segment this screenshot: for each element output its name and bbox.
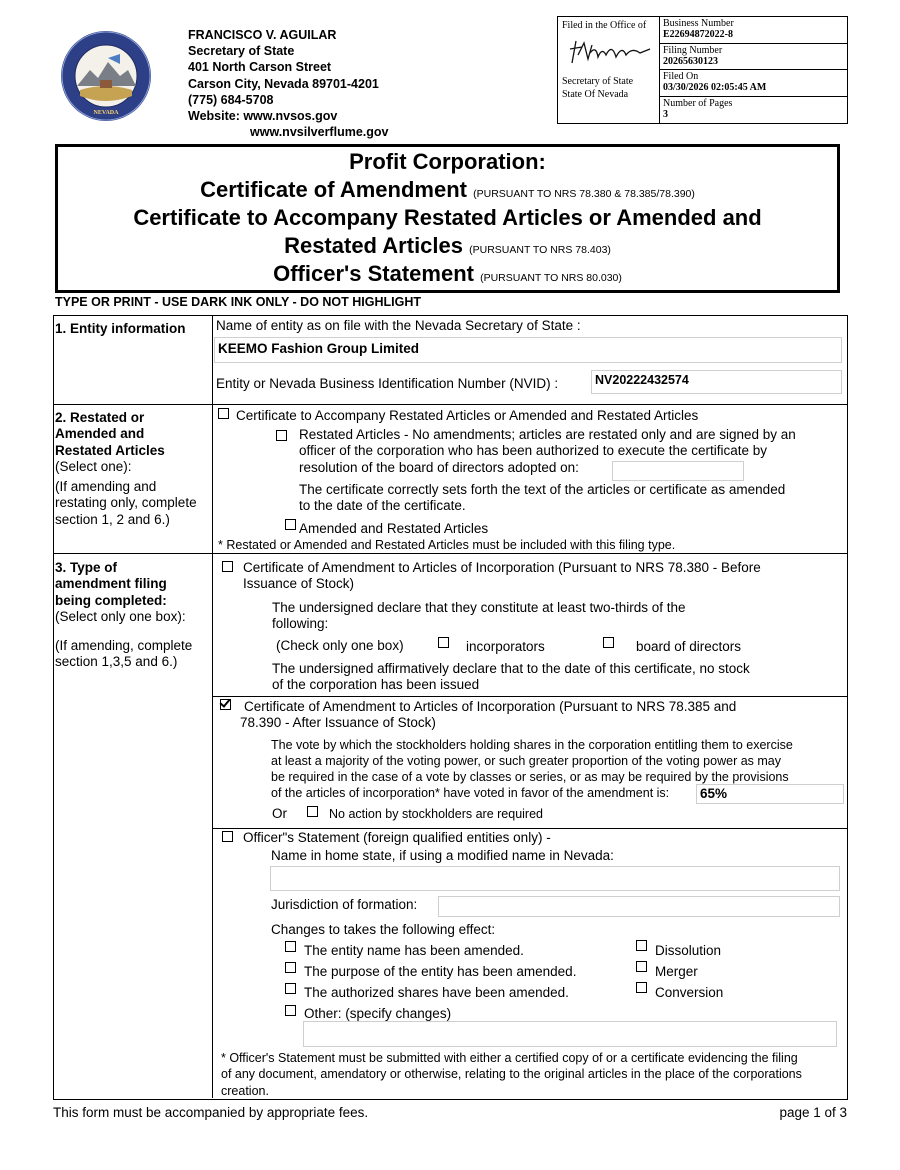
- officer-statement-label: Officer"s Statement (foreign qualified entities only) -: [243, 830, 551, 845]
- title-line-3: Certificate to Accompany Restated Articles or Amended and: [133, 205, 762, 230]
- two-thirds-declaration: The undersigned declare that they constitute at least two-thirds of the following:: [272, 600, 686, 632]
- nevada-state-seal: [60, 30, 152, 122]
- before-issuance-text: Certificate of Amendment to Articles of Incorporation (Pursuant to NRS 78.380 - Before Issuance of Stock): [243, 560, 761, 592]
- restated-certificate-label: Certificate to Accompany Restated Articles or Amended and Restated Articles: [236, 408, 699, 423]
- amended-restated-checkbox[interactable]: [285, 519, 296, 530]
- incorporators-label: incorporators: [466, 639, 545, 654]
- svg-text:NEVADA: NEVADA: [93, 110, 119, 116]
- board-of-directors-checkbox[interactable]: [603, 637, 614, 648]
- secretary-name: FRANCISCO V. AGUILAR: [188, 28, 337, 42]
- merger-label: Merger: [655, 964, 698, 979]
- form-title-block: [55, 144, 840, 293]
- before-issuance-checkbox[interactable]: [222, 561, 233, 572]
- filing-office-cell: [558, 17, 660, 123]
- section1-label: 1. Entity information: [55, 321, 186, 336]
- section2-label: 2. Restated or Amended and Restated Articles (Select one): (If amending and restating only, complete section 1, 2 and 6.): [55, 410, 197, 527]
- title-line-1: Profit Corporation:: [349, 149, 546, 174]
- column-divider: [212, 316, 213, 1098]
- entity-name-value: KEEMO Fashion Group Limited: [218, 341, 420, 356]
- title-line-5: Officer's Statement (PURSUANT TO NRS 80.030): [273, 261, 622, 286]
- dissolution-label: Dissolution: [655, 943, 722, 958]
- no-action-label: No action by stockholders are required: [329, 807, 544, 821]
- purpose-amended-label: The purpose of the entity has been amended.: [304, 964, 577, 979]
- entity-name-label: Name of entity as on file with the Nevada Secretary of State :: [216, 318, 581, 333]
- restated-certificate-checkbox[interactable]: [218, 408, 229, 419]
- amended-restated-label: Amended and Restated Articles: [299, 521, 489, 536]
- other-changes-label: Other: (specify changes): [304, 1006, 452, 1021]
- other-changes-checkbox[interactable]: [285, 1005, 296, 1016]
- business-number-cell: Business Number E22694872022-8: [660, 17, 847, 44]
- section3-label: 3. Type of amendment filing being completed: (Select only one box): (If amending, complete section 1,3,5 and 6.): [55, 560, 193, 670]
- shares-amended-label: The authorized shares have been amended.: [304, 985, 569, 1000]
- resolution-date-field[interactable]: [612, 461, 744, 481]
- fees-notice: This form must be accompanied by appropriate fees.: [53, 1105, 369, 1120]
- phone-number: (775) 684-5708: [188, 92, 274, 107]
- conversion-checkbox[interactable]: [636, 982, 647, 993]
- entity-name-amended-checkbox[interactable]: [285, 941, 296, 952]
- nvid-field[interactable]: [591, 370, 842, 394]
- section2-note: * Restated or Amended and Restated Articles must be included with this filing type.: [218, 538, 676, 552]
- conversion-label: Conversion: [655, 985, 724, 1000]
- subsection-divider-2: [212, 828, 847, 829]
- home-state-name-field[interactable]: [270, 866, 840, 891]
- title-line-2: Certificate of Amendment (PURSUANT TO NRS 78.380 & 78.385/78.390): [200, 177, 695, 202]
- subsection-divider-1: [212, 696, 847, 697]
- filed-in-office-label: Filed in the Office of: [562, 20, 647, 31]
- secretary-title: Secretary of State: [188, 44, 295, 59]
- page-number: page 1 of 3: [779, 1105, 847, 1120]
- purpose-amended-checkbox[interactable]: [285, 962, 296, 973]
- jurisdiction-field[interactable]: [438, 896, 840, 917]
- filed-on-cell: Filed On 03/30/2026 02:05:45 AM: [660, 70, 847, 97]
- entity-name-field[interactable]: [214, 337, 842, 363]
- issuer-header: [188, 27, 388, 140]
- address-line-1: 401 North Carson Street: [188, 60, 332, 75]
- filing-stamp-box: [557, 16, 848, 124]
- restated-articles-checkbox[interactable]: [276, 430, 287, 441]
- jurisdiction-label: Jurisdiction of formation:: [271, 897, 418, 912]
- signature-icon: [566, 37, 654, 69]
- incorporators-checkbox[interactable]: [438, 637, 449, 648]
- check-one-label: (Check only one box): [276, 638, 404, 653]
- after-issuance-text: Certificate of Amendment to Articles of Incorporation (Pursuant to NRS 78.385 and 78.390 - After Issuance of Stock): [240, 699, 737, 731]
- title-line-4: Restated Articles (PURSUANT TO NRS 78.403): [284, 233, 611, 258]
- shares-amended-checkbox[interactable]: [285, 983, 296, 994]
- or-label: Or: [272, 806, 287, 821]
- secretary-of-state-label: Secretary of State: [562, 76, 634, 87]
- ink-instruction: TYPE OR PRINT - USE DARK INK ONLY - DO NOT HIGHLIGHT: [55, 295, 421, 309]
- nvid-value: NV20222432574: [595, 373, 689, 387]
- filed-on-value: 03/30/2026 02:05:45 AM: [663, 82, 767, 93]
- certificate-correct-text: The certificate correctly sets forth the text of the articles or certificate as amended to the date of the certificate.: [299, 482, 786, 514]
- no-stock-affirmation: The undersigned affirmatively declare that to the date of this certificate, no stock of the corporation has been issued: [272, 661, 750, 693]
- website-line: Website: www.nvsos.gov: [188, 109, 338, 124]
- vote-percentage-field[interactable]: [696, 784, 844, 804]
- vote-percentage-value: 65%: [700, 786, 728, 801]
- filing-number-cell: Filing Number 20265630123: [660, 44, 847, 71]
- state-of-nevada-label: State Of Nevada: [562, 89, 629, 100]
- board-of-directors-label: board of directors: [636, 639, 742, 654]
- address-line-2: Carson City, Nevada 89701-4201: [188, 76, 379, 91]
- filing-number-value: 20265630123: [663, 55, 718, 67]
- website-line-2: www.nvsilverflume.gov: [250, 125, 389, 140]
- officer-statement-checkbox[interactable]: [222, 831, 233, 842]
- other-changes-field[interactable]: [303, 1021, 837, 1047]
- nvid-label: Entity or Nevada Business Identification Number (NVID) :: [216, 376, 559, 391]
- changes-label: Changes to takes the following effect:: [271, 922, 496, 937]
- after-issuance-checkbox[interactable]: [220, 699, 231, 710]
- business-number-value: E22694872022-8: [663, 29, 733, 40]
- dissolution-checkbox[interactable]: [636, 940, 647, 951]
- section-divider-1: [54, 404, 847, 405]
- merger-checkbox[interactable]: [636, 961, 647, 972]
- officer-statement-note: * Officer's Statement must be submitted with either a certified copy of or a certificate evidencing the filing of any document, amendatory or otherwise, relating to the original articles in the place of the corporations creation.: [221, 1051, 802, 1098]
- vote-description: The vote by which the stockholders holding shares in the corporation entitling them to exercise at least a majority of the voting power, or such greater proportion of the voting power as may be required in the case of a vote by classes or series, or as may be required by the provisions of the articles of incorporation* have voted in favor of the amendment is:: [271, 738, 793, 800]
- home-state-name-label: Name in home state, if using a modified name in Nevada:: [271, 848, 614, 863]
- restated-articles-text: Restated Articles - No amendments; articles are restated only and are signed by an officer of the corporation who has been authorized to execute the certificate by resolution of the board of directors adopted on:: [299, 427, 796, 475]
- pages-value: 3: [663, 108, 668, 120]
- pages-cell: Number of Pages 3: [663, 97, 733, 120]
- no-action-checkbox[interactable]: [307, 806, 318, 817]
- section-divider-2: [54, 553, 847, 554]
- entity-name-amended-label: The entity name has been amended.: [304, 943, 524, 958]
